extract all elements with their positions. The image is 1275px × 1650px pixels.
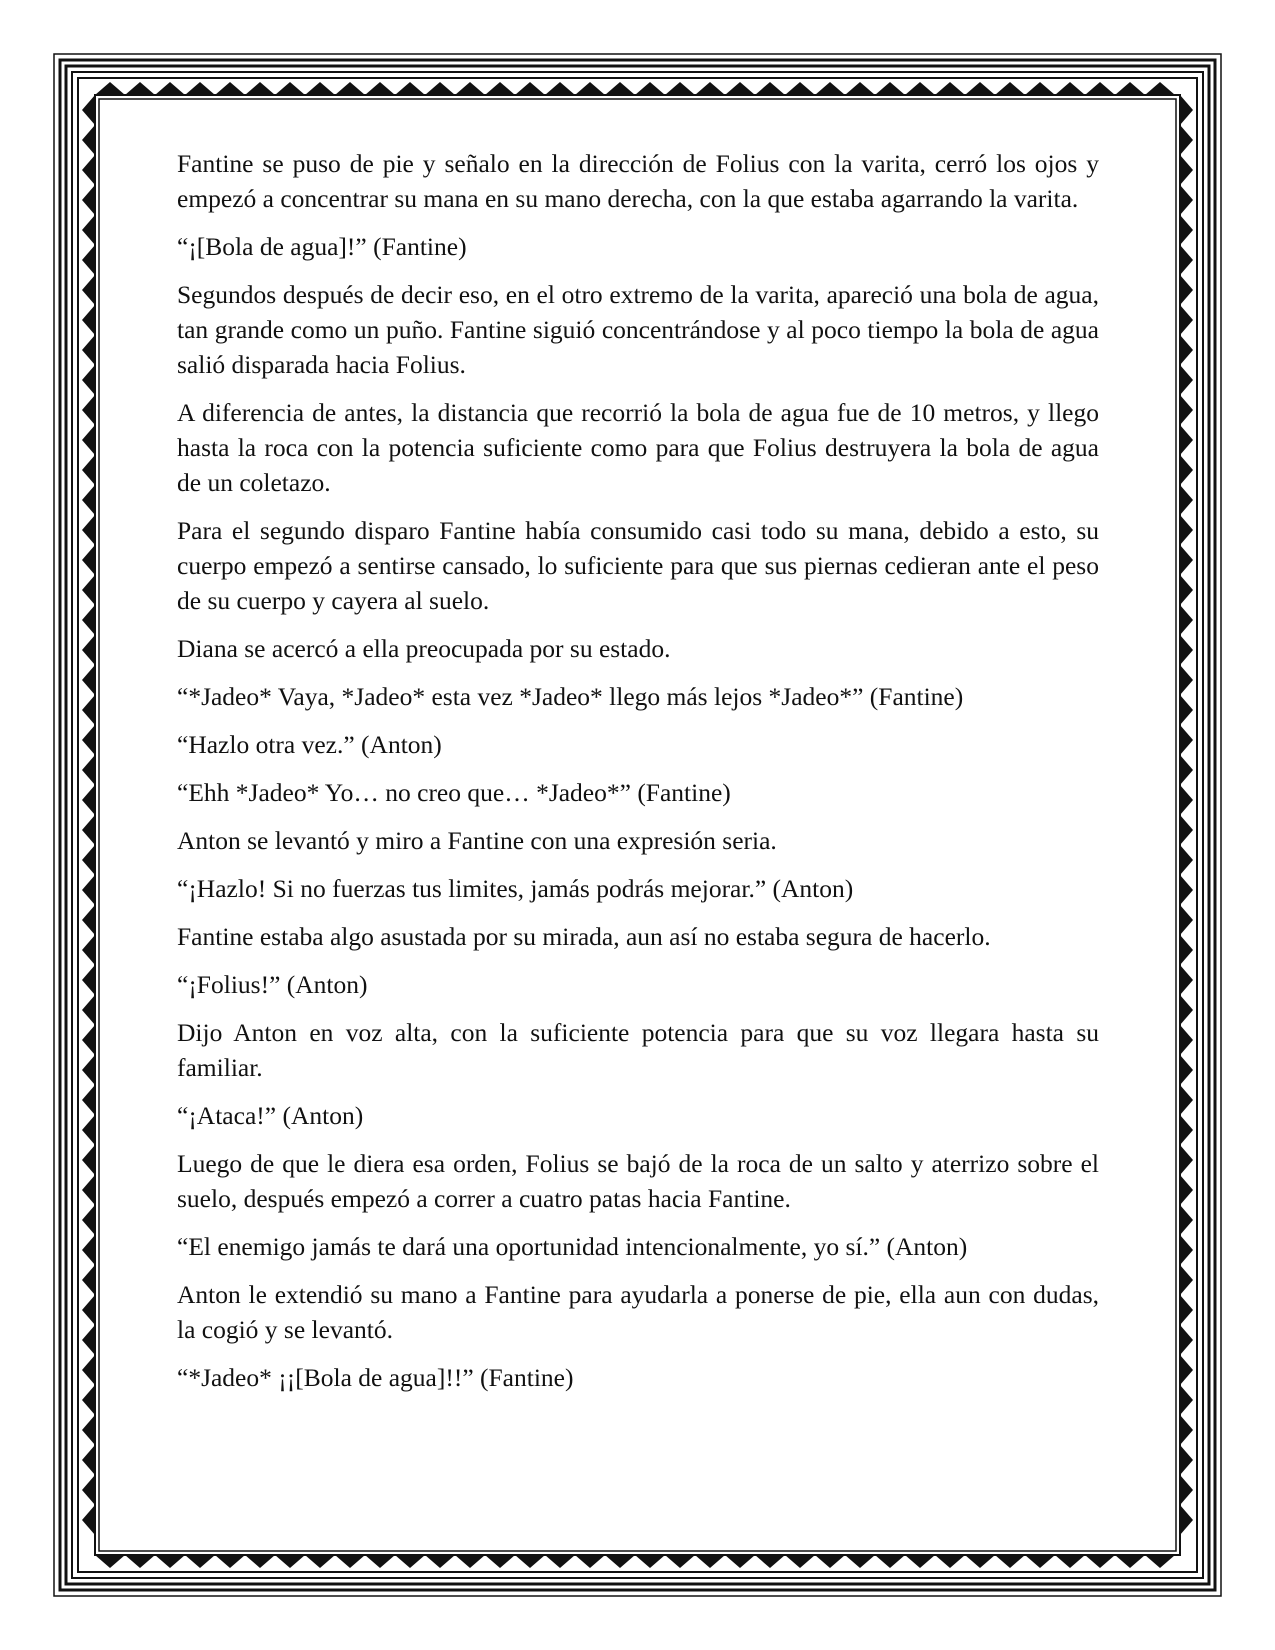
border-triangle xyxy=(82,635,95,665)
border-triangle xyxy=(335,82,365,95)
border-triangle xyxy=(1180,635,1193,665)
border-triangle xyxy=(365,82,395,95)
border-triangle xyxy=(635,82,665,95)
border-triangle xyxy=(515,1555,545,1568)
border-triangle xyxy=(82,725,95,755)
border-triangle xyxy=(1180,605,1193,635)
paragraph: “*Jadeo* Vaya, *Jadeo* esta vez *Jadeo* llego más lejos *Jadeo*” (Fantine) xyxy=(177,682,964,711)
border-triangle xyxy=(755,1555,785,1568)
border-triangle xyxy=(1180,725,1193,755)
border-triangle xyxy=(1180,935,1193,965)
border-triangle xyxy=(1180,305,1193,335)
paragraph: Dijo Anton en voz alta, con la suficiente potencia para que su voz llegara hasta su familiar. xyxy=(177,1018,1099,1082)
border-triangle xyxy=(82,1205,95,1235)
border-triangle xyxy=(1180,335,1193,365)
border-triangle xyxy=(1180,95,1193,125)
border-triangle xyxy=(515,82,545,95)
border-triangle xyxy=(455,1555,485,1568)
border-triangle xyxy=(755,82,785,95)
border-triangle xyxy=(1180,1085,1193,1115)
border-triangle xyxy=(1085,1555,1115,1568)
paragraph: Anton se levantó y miro a Fantine con una expresión seria. xyxy=(177,826,777,855)
border-triangle xyxy=(82,365,95,395)
border-triangle xyxy=(1145,1555,1175,1568)
border-triangle xyxy=(1180,215,1193,245)
border-triangle xyxy=(1180,1265,1193,1295)
border-triangle xyxy=(875,82,905,95)
border-triangle xyxy=(82,185,95,215)
border-triangle xyxy=(1180,1025,1193,1055)
border-triangle xyxy=(1180,515,1193,545)
border-triangle xyxy=(1180,275,1193,305)
border-triangle xyxy=(1180,155,1193,185)
border-triangle xyxy=(1180,245,1193,275)
border-triangle xyxy=(1180,755,1193,785)
paragraph: Fantine se puso de pie y señalo en la dirección de Folius con la varita, cerró los ojos y empezó a concentrar su mana en su mano derecha, con la que estaba agarrando la varita. xyxy=(177,149,1099,213)
paragraph: “¡Folius!” (Anton) xyxy=(177,970,368,999)
border-triangle xyxy=(425,82,455,95)
border-triangle xyxy=(82,485,95,515)
border-triangle xyxy=(1180,995,1193,1025)
border-triangle xyxy=(395,82,425,95)
border-triangle xyxy=(82,1475,95,1505)
border-triangle xyxy=(82,575,95,605)
border-triangle xyxy=(82,1415,95,1445)
border-triangle xyxy=(125,82,155,95)
border-triangle xyxy=(305,82,335,95)
border-triangle xyxy=(95,82,125,95)
border-triangle xyxy=(82,815,95,845)
border-triangle xyxy=(1180,785,1193,815)
paragraph: “¡[Bola de agua]!” (Fantine) xyxy=(177,232,467,261)
border-triangle xyxy=(1180,1055,1193,1085)
border-triangle xyxy=(82,275,95,305)
border-triangle xyxy=(82,1445,95,1475)
paragraph: “Ehh *Jadeo* Yo… no creo que… *Jadeo*” (Fantine) xyxy=(177,778,731,807)
border-triangle xyxy=(1055,1555,1085,1568)
border-triangle xyxy=(905,1555,935,1568)
paragraph: Anton le extendió su mano a Fantine para ayudarla a ponerse de pie, ella aun con dudas, la cogió y se levantó. xyxy=(177,1280,1099,1344)
border-triangle xyxy=(605,1555,635,1568)
border-triangle xyxy=(305,1555,335,1568)
border-triangle xyxy=(1180,485,1193,515)
border-triangle xyxy=(82,845,95,875)
border-triangle xyxy=(485,1555,515,1568)
border-triangle xyxy=(125,1555,155,1568)
border-triangle xyxy=(1180,1355,1193,1385)
border-triangle xyxy=(1180,1115,1193,1145)
paragraph: Fantine estaba algo asustada por su mirada, aun así no estaba segura de hacerlo. xyxy=(177,922,991,951)
border-triangle xyxy=(1180,365,1193,395)
border-triangle xyxy=(545,82,575,95)
border-triangle xyxy=(82,1025,95,1055)
border-triangle xyxy=(82,1145,95,1175)
paragraph: Segundos después de decir eso, en el otro extremo de la varita, apareció una bola de agua, tan grande como un puño. Fantine siguió concentrándose y al poco tiempo la bola de agua salió disparada hacia Folius. xyxy=(177,280,1099,379)
border-triangle xyxy=(82,335,95,365)
border-triangle xyxy=(815,82,845,95)
border-triangle xyxy=(1180,455,1193,485)
border-triangle xyxy=(1180,1145,1193,1175)
border-triangle xyxy=(935,1555,965,1568)
border-triangle xyxy=(575,1555,605,1568)
border-triangle xyxy=(82,545,95,575)
border-triangle xyxy=(82,395,95,425)
border-triangle xyxy=(1180,1205,1193,1235)
border-triangle xyxy=(845,1555,875,1568)
border-triangle xyxy=(965,82,995,95)
border-triangle xyxy=(365,1555,395,1568)
border-triangle xyxy=(725,1555,755,1568)
border-triangle xyxy=(82,695,95,725)
border-triangle xyxy=(845,82,875,95)
border-triangle xyxy=(605,82,635,95)
border-triangle xyxy=(1180,575,1193,605)
border-triangle xyxy=(1055,82,1085,95)
border-triangle xyxy=(1180,395,1193,425)
border-triangle xyxy=(82,425,95,455)
border-triangle xyxy=(395,1555,425,1568)
border-triangle xyxy=(665,1555,695,1568)
border-triangle xyxy=(1180,1385,1193,1415)
paragraph: “¡Ataca!” (Anton) xyxy=(177,1101,364,1130)
border-triangle xyxy=(1025,1555,1055,1568)
border-triangle xyxy=(82,1115,95,1145)
border-triangle xyxy=(82,455,95,485)
border-triangle xyxy=(875,1555,905,1568)
paragraph: Luego de que le diera esa orden, Folius se bajó de la roca de un salto y aterrizo sobre el suelo, después empezó a correr a cuatro patas hacia Fantine. xyxy=(177,1149,1099,1213)
border-triangle xyxy=(185,1555,215,1568)
border-triangle xyxy=(1180,1325,1193,1355)
border-triangle xyxy=(1025,82,1055,95)
border-triangle xyxy=(1115,82,1145,95)
border-triangle xyxy=(82,785,95,815)
border-triangle xyxy=(82,245,95,275)
border-triangle xyxy=(935,82,965,95)
border-triangle xyxy=(1085,82,1115,95)
border-triangle xyxy=(785,82,815,95)
border-triangle xyxy=(815,1555,845,1568)
border-triangle xyxy=(1180,1475,1193,1505)
border-triangle xyxy=(335,1555,365,1568)
border-triangle xyxy=(1180,965,1193,995)
border-triangle xyxy=(785,1555,815,1568)
border-triangle xyxy=(82,1505,95,1535)
border-triangle xyxy=(425,1555,455,1568)
border-triangle xyxy=(1180,905,1193,935)
border-triangle xyxy=(82,1235,95,1265)
border-triangle xyxy=(965,1555,995,1568)
border-triangle xyxy=(245,1555,275,1568)
border-triangle xyxy=(905,82,935,95)
border-triangle xyxy=(95,1555,125,1568)
border-triangle xyxy=(1180,125,1193,155)
border-triangle xyxy=(82,95,95,125)
border-triangle xyxy=(995,1555,1025,1568)
border-triangle xyxy=(545,1555,575,1568)
border-triangle xyxy=(1180,665,1193,695)
border-triangle xyxy=(995,82,1025,95)
border-triangle xyxy=(82,305,95,335)
border-triangle xyxy=(1180,1235,1193,1265)
border-triangle xyxy=(1180,425,1193,455)
border-triangle xyxy=(1180,695,1193,725)
border-triangle xyxy=(155,1555,185,1568)
paragraph: “¡Hazlo! Si no fuerzas tus limites, jamás podrás mejorar.” (Anton) xyxy=(177,874,854,903)
border-triangle xyxy=(695,82,725,95)
border-triangle xyxy=(725,82,755,95)
border-triangle xyxy=(82,905,95,935)
border-triangle xyxy=(185,82,215,95)
paragraph: “*Jadeo* ¡¡[Bola de agua]!!” (Fantine) xyxy=(177,1363,574,1392)
border-triangle xyxy=(82,755,95,785)
border-triangle xyxy=(82,515,95,545)
paragraph: A diferencia de antes, la distancia que recorrió la bola de agua fue de 10 metros, y llego hasta la roca con la potencia suficiente como para que Folius destruyera la bola de agua de un coletazo. xyxy=(177,398,1099,497)
paragraph: “Hazlo otra vez.” (Anton) xyxy=(177,730,442,759)
border-triangle xyxy=(1180,1295,1193,1325)
border-triangle xyxy=(82,1085,95,1115)
border-triangle xyxy=(635,1555,665,1568)
border-triangle xyxy=(82,1325,95,1355)
border-triangle xyxy=(82,1355,95,1385)
border-triangle xyxy=(82,605,95,635)
border-triangle xyxy=(1180,545,1193,575)
border-triangle xyxy=(82,1295,95,1325)
border-triangle xyxy=(1180,1445,1193,1475)
border-triangle xyxy=(275,1555,305,1568)
border-triangle xyxy=(1180,845,1193,875)
paragraph: “El enemigo jamás te dará una oportunidad intencionalmente, yo sí.” (Anton) xyxy=(177,1232,968,1261)
border-triangle xyxy=(82,965,95,995)
border-triangle xyxy=(82,995,95,1025)
border-triangle xyxy=(1115,1555,1145,1568)
border-triangle xyxy=(1145,82,1175,95)
border-triangle xyxy=(155,82,185,95)
border-triangle xyxy=(275,82,305,95)
border-triangle xyxy=(82,125,95,155)
border-triangle xyxy=(82,155,95,185)
border-triangle xyxy=(82,875,95,905)
border-triangle xyxy=(1180,1175,1193,1205)
document-body xyxy=(177,146,1099,1486)
border-triangle xyxy=(82,935,95,965)
border-triangle xyxy=(665,82,695,95)
border-triangle xyxy=(575,82,605,95)
border-triangle xyxy=(245,82,275,95)
border-triangle xyxy=(1180,1415,1193,1445)
border-triangle xyxy=(485,82,515,95)
border-triangle xyxy=(82,665,95,695)
border-triangle xyxy=(455,82,485,95)
border-triangle xyxy=(82,1175,95,1205)
border-triangle xyxy=(1180,875,1193,905)
paragraph: Para el segundo disparo Fantine había consumido casi todo su mana, debido a esto, su cuerpo empezó a sentirse cansado, lo suficiente para que sus piernas cedieran ante el peso de su cuerpo y cayera al suelo. xyxy=(177,516,1099,615)
paragraph: Diana se acercó a ella preocupada por su estado. xyxy=(177,634,671,663)
border-triangle xyxy=(1180,815,1193,845)
border-triangle xyxy=(215,82,245,95)
border-triangle xyxy=(82,1055,95,1085)
border-triangle xyxy=(82,215,95,245)
border-triangle xyxy=(695,1555,725,1568)
border-triangle xyxy=(82,1265,95,1295)
border-triangle xyxy=(1180,185,1193,215)
border-triangle xyxy=(1180,1505,1193,1535)
border-triangle xyxy=(82,1385,95,1415)
border-triangle xyxy=(215,1555,245,1568)
